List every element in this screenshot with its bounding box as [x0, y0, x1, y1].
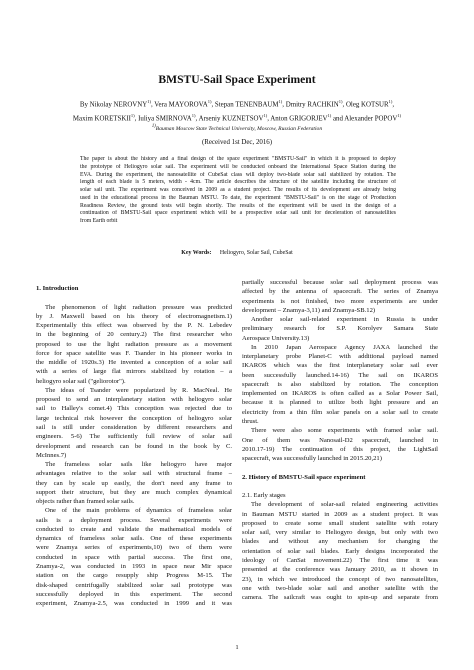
text-line: advantages relative to the solar sail with structural frame – — [36, 470, 232, 478]
text-line: sail to Halley's comet.4) This conception was rejected due to — [36, 405, 232, 413]
text-line: force for space satellite was F. Tsander in his pioneer works in — [36, 349, 232, 357]
text-line: one with two-blade solar sail and another satellite with the — [242, 584, 438, 592]
text-line: disk-shaped centrifugally stabilized solar sail prototype was — [36, 581, 232, 589]
text-line: Experimentally this effect was observed by the P. N. Lebedev — [36, 322, 232, 330]
text-line: 2010.17-19) The continuation of this project, the LightSail — [242, 445, 438, 453]
text-line: presented at the conference was January 2010, as it shown in — [242, 566, 438, 574]
author-name: By Nikolay NEROVNY — [79, 101, 148, 109]
author-name: , Vera MAYOROVA — [150, 101, 208, 109]
section-heading-introduction: 1. Introduction — [36, 285, 79, 292]
text-line: were Znamya series of experiments,10) two of them were — [36, 544, 232, 552]
author-name: , — [392, 101, 395, 109]
text-line: spacecraft is also stabilized by rotation. The conception — [242, 380, 438, 388]
affiliation-mark: 1) — [151, 124, 156, 129]
text-line: One of the main problems of dynamics of frameless solar — [45, 507, 232, 515]
text-line: they can by scale up easily, the don't need any frame to — [36, 479, 232, 487]
right-column — [242, 278, 438, 602]
author-name: , Stepan TENENBAUM — [211, 101, 279, 109]
text-line: thrust. — [242, 417, 259, 425]
text-line: solar sail, very similar to Heliogyro design, but only with two — [242, 529, 438, 537]
text-line: The ideas of Tsander were popularized by R. MacNeal. He — [45, 386, 232, 394]
text-line: support their structure, but they are much complex dynamical — [36, 488, 232, 496]
text-line: sail is still under consideration by different researchers and — [36, 423, 232, 431]
text-line: proposed to send an interplanetary station with heliogyro solar — [36, 396, 232, 404]
text-line: One of them was Nanosail-D2 spacecraft, launched in — [242, 436, 438, 444]
text-line: sails is a deployment process. Several experiments were — [36, 516, 232, 524]
author-name: Maxim KORETSKII — [72, 114, 131, 122]
text-line: with a series of large flat mirrors stabilized by rotation – a — [36, 368, 232, 376]
keywords — [0, 250, 474, 256]
subsection-heading: 2.1. Early stages — [242, 492, 286, 500]
text-line: interplanetary probe Planet-C with additional payload named — [242, 353, 438, 361]
text-line: implemented on IKAROS is often called as a Solar Power Sail, — [242, 390, 438, 398]
left-column-body — [36, 303, 232, 609]
text-line: large technical risk however the conception of heliogyro solar — [36, 414, 232, 422]
text-line: conducted in space with partial success. The first one, — [36, 553, 232, 561]
text-line: development and research can be found in the book by C. — [36, 442, 232, 450]
text-line: preliminary research for S.P. Korolyev Samara State — [242, 325, 438, 333]
text-line: affected by the antenna of spacecraft. The series of Znamya — [242, 288, 438, 296]
author-line-2 — [40, 111, 434, 125]
left-column — [36, 284, 232, 608]
page-number: 1 — [235, 644, 239, 651]
text-line: partially successful because solar sail deployment process was — [242, 279, 438, 286]
author-name: , Dmitry RACHKIN — [282, 101, 339, 109]
author-name: , Arseniy KUZNETSOV — [195, 114, 264, 122]
text-line: ideology of CanSat movement.22) The first time it was — [242, 556, 438, 564]
spacer — [242, 463, 438, 472]
paper-title: BMSTU-Sail Space Experiment — [158, 73, 316, 86]
text-line: 23), in which we introduced the concept of two nanosatellites, — [242, 575, 438, 583]
text-line: station on the cargo resupply ship Progress M-15. The — [36, 572, 232, 580]
abstract-line: EVA. During the experiment, the nanosatellite of CubeSat class will deploy two-blade solar sail stabilized by rotation. The — [80, 171, 396, 178]
author-affiliation-mark: 1) — [388, 99, 393, 104]
author-affiliation-mark: 1) — [327, 112, 332, 118]
text-line: been successfully launched.14-16) The sail on IKAROS — [242, 371, 438, 379]
text-line: In 2010 Japan Aerospace Agency JAXA launched the — [251, 343, 438, 351]
text-line: objects rather than framed solar sails. — [36, 498, 135, 506]
text-line: by J. Maxwell based on his theory of electromagnetism.1) — [36, 312, 232, 320]
text-line: dynamics of frameless solar sails. One of these experiments — [36, 535, 232, 543]
text-line: spacecraft, was successfully launched in 2015.20,21) — [242, 455, 382, 463]
text-line: conducted to create and validate the mathematical models of — [36, 525, 232, 533]
received-date: (Received 1st Dec, 2016) — [201, 139, 273, 146]
text-line: heliogyro solar sail ("geliorotor"). — [36, 377, 126, 385]
abstract — [80, 156, 396, 226]
text-line: in the beginning of 20 century.2) The first researcher who — [36, 331, 232, 339]
abstract-line: Readiness Review, the ground tests will begin shortly. The results of the experiment will be used in the design of a — [80, 202, 396, 209]
text-line: Another solar sail-related experiment in Russia is under — [251, 316, 438, 324]
author-affiliation-mark: 1) — [207, 99, 212, 104]
author-affiliation-mark: 1) — [191, 112, 196, 118]
text-line: in Bauman MSTU started in 2009 as a student project. It was — [242, 510, 438, 518]
affiliation — [0, 124, 474, 132]
author-affiliation-mark: 1) — [130, 112, 135, 118]
text-line: Znamya-2, was conducted in 1993 in space near Mir space — [36, 562, 232, 570]
text-line: because it is planned to utilize both light pressure and an — [242, 399, 438, 407]
author-affiliation-mark: 1) — [397, 112, 402, 118]
text-line: experiments is not finished, two more experiments are under — [242, 297, 438, 305]
text-line: Aerospace University.13) — [242, 334, 310, 342]
author-affiliation-mark: 1) — [278, 99, 283, 104]
author-name: and Alexander POPOV — [331, 114, 398, 122]
text-line: successfully deployed in this experiment. The second — [36, 590, 232, 598]
text-line: McInnes.7) — [36, 451, 67, 459]
abstract-line: the prototype of Heliogyro solar sail. The experiment will be conducted onboard the International Space Station during the — [80, 163, 396, 170]
text-line: development – Znamya-3,11) and Znamya-SB.12) — [242, 306, 376, 314]
author-affiliation-mark: 1) — [263, 112, 268, 118]
author-affiliation-mark: 1) — [147, 99, 151, 104]
text-line: The development of solar-sail related engineering activities — [251, 501, 438, 509]
text-line: blades and without any mechanism for changing the — [242, 538, 438, 546]
text-line: proposed to create some small student satellite with rotary — [242, 519, 438, 527]
text-line: IKAROS which was the first interplanetary solar sail ever — [242, 362, 438, 370]
abstract-line: used in the educational process in the Bauman MSTU. To date, the experiment "BMSTU-Sail" is on the stage of Production — [80, 194, 396, 201]
text-line: The phenomenon of light radiation pressure was predicted — [45, 303, 232, 311]
author-name: , Oleg KOTSUR — [342, 101, 389, 109]
abstract-line: continuation of BMSTU-Sail space experiment which will be a prospective solar sail unit for deceleration of nanosatellites — [80, 210, 396, 217]
text-line: orientation of solar sail blades. Early designs incorporated the — [242, 547, 438, 555]
text-line: electricity from a thin film solar panels on a solar sail to create — [242, 408, 438, 416]
author-name: , Iuliya SMIRNOVA — [134, 114, 192, 122]
affiliation-text: Bauman Moscow State Technical University, Moscow, Russian Federation — [155, 125, 323, 132]
text-line: camera. The sailcraft was ought to spin-up and separate from — [242, 594, 438, 602]
text-line: The frameless solar sails like heliogyro have major — [45, 461, 232, 469]
keywords-label: Key Words: — [181, 250, 212, 256]
author-affiliation-mark: 1) — [338, 99, 343, 104]
text-line: experiment, Znamya-2.5, was conducted in 1999 and it was — [36, 600, 232, 608]
author-line-1 — [40, 97, 434, 111]
text-line: engineers. 5-6) The sufficiently full review of solar sail — [36, 433, 232, 441]
keywords-text: Heliogyro, Solar Sail, CubeSat — [219, 250, 293, 256]
abstract-line: The paper is about the history and a final design of the space experiment "BMSTU-Sail" in which it is proposed to deploy — [80, 156, 396, 162]
text-line: proposed to use the light radiation pressure as a movement — [36, 340, 232, 348]
section-heading: 2. History of BMSTU-Sail space experiment — [242, 473, 366, 481]
text-line: There were also some experiments with framed solar sail. — [251, 427, 438, 435]
abstract-line: length of each blade is 5 meters, width - 4cm. The article describes the structure of the satellite including the structure of — [80, 179, 396, 186]
abstract-line: solar sail unit. The experiment was conceived in 2009 as a student project. The results of its development are already being — [80, 187, 396, 193]
spacer — [242, 482, 438, 491]
abstract-line: from Earth orbit — [80, 218, 118, 224]
spacer — [36, 293, 232, 302]
author-list — [40, 97, 434, 124]
author-name: , Anton GRIGORJEV — [267, 114, 328, 122]
text-line: the middle of 1920s.3) He invented a conception of a solar sail — [36, 359, 232, 367]
